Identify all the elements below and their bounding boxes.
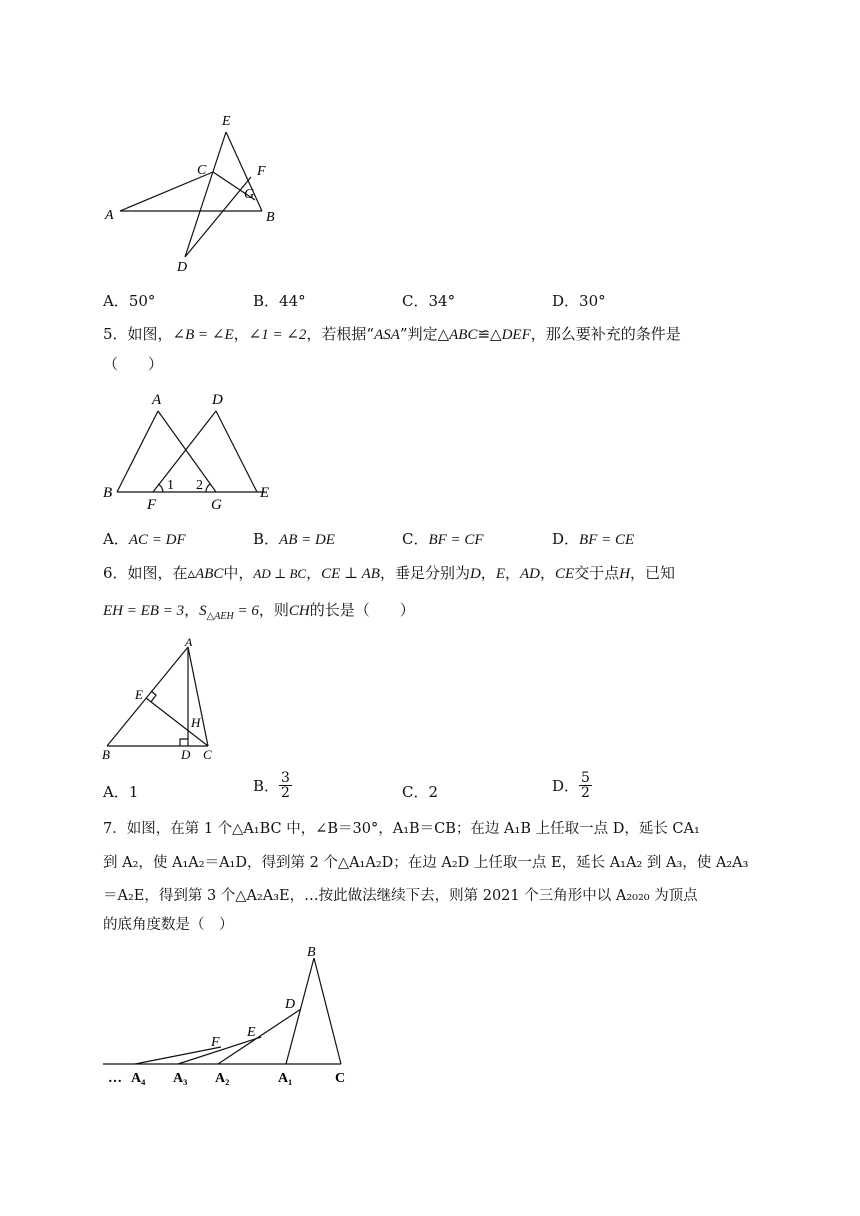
- option-value: 1: [128, 783, 139, 801]
- q6-expr: D: [469, 566, 481, 582]
- label-D: D: [177, 260, 188, 275]
- option-expr: BF = CF: [428, 532, 484, 548]
- option-letter: B．: [253, 777, 280, 795]
- label-F: F: [211, 1035, 220, 1050]
- q6-text: ，: [540, 564, 556, 582]
- q5-text: ，: [233, 325, 249, 343]
- q5-text: ，那么要补充的条件是: [530, 325, 681, 343]
- fraction-denominator: 2: [581, 785, 590, 801]
- q6-text: 交于点: [574, 564, 620, 582]
- label-A3: A₃: [173, 1071, 188, 1086]
- option-expr: AC = DF: [128, 532, 186, 548]
- label-A: A: [152, 392, 162, 408]
- q7-question-line1: 7．如图，在第 1 个△A₁BC 中，∠B＝30°，A₁B＝CB；在边 A₁B 上任取一点 D，延长 CA₁: [103, 821, 700, 837]
- option-expr: AB = DE: [279, 532, 335, 548]
- q5-expr: ∠B = ∠E: [172, 327, 234, 343]
- q6-expr: E: [495, 566, 505, 582]
- q5-expr: ∠1 = ∠2: [248, 327, 307, 343]
- label-A2: A₂: [215, 1071, 230, 1086]
- q7-question-line3: ＝A₂E，得到第 3 个△A₂A₃E，…按此做法继续下去，则第 2021 个三角形中以 A₂₀₂₀ 为顶点: [103, 888, 698, 904]
- option-value: 2: [428, 783, 439, 801]
- q6-text: ，: [480, 564, 496, 582]
- figure-q7: [95, 940, 365, 1090]
- q6-expr: AD: [520, 566, 540, 582]
- q5-text: 5．如图，: [103, 325, 173, 343]
- label-F: F: [147, 497, 157, 513]
- option-letter: C．: [402, 530, 429, 548]
- fraction-denominator: 2: [281, 785, 290, 801]
- q6-question-line2: [103, 599, 415, 628]
- label-B: B: [307, 945, 316, 960]
- q6-expr: CE ⊥ AB: [321, 566, 380, 582]
- q5-option-c[interactable]: [402, 528, 484, 549]
- label-A1: A₁: [278, 1071, 293, 1086]
- fraction-numerator: 5: [581, 770, 590, 786]
- q6-expr: CH: [288, 603, 310, 619]
- q6-text: ，: [504, 564, 520, 582]
- q5-option-a[interactable]: [103, 528, 186, 549]
- q5-expr: ASA: [374, 327, 400, 343]
- label-C: C: [197, 163, 207, 178]
- label-E: E: [247, 1025, 256, 1040]
- q6-expr: ▵ABC: [187, 566, 224, 582]
- label-A4: A₄: [131, 1071, 146, 1086]
- q6-option-b[interactable]: [253, 771, 292, 800]
- q5-option-d[interactable]: [552, 528, 634, 549]
- option-letter: C．: [402, 783, 429, 801]
- q5-expr: DEF: [501, 327, 531, 343]
- figure-q6: [95, 632, 235, 767]
- q6-expr: H: [619, 566, 631, 582]
- label-H: H: [191, 715, 201, 730]
- option-letter: B．: [253, 530, 280, 548]
- q6-question-line1: [103, 562, 675, 585]
- q4-option-b[interactable]: B．44°: [253, 292, 306, 310]
- q7-question-line2: 到 A₂，使 A₁A₂＝A₁D，得到第 2 个△A₁A₂D；在边 A₂D 上任取一点 E，延长 A₁A₂ 到 A₃，使 A₂A₃: [103, 855, 749, 871]
- q6-text: 中，: [223, 564, 254, 582]
- fraction-numerator: 3: [281, 770, 290, 786]
- label-B: B: [102, 747, 110, 762]
- q5-question-line2: （ ）: [103, 355, 164, 373]
- label-D: D: [285, 997, 296, 1012]
- q6-text: ，已知: [630, 564, 676, 582]
- label-G: G: [211, 497, 222, 513]
- q4-option-c[interactable]: C．34°: [402, 292, 456, 310]
- q6-text: ，: [184, 601, 200, 619]
- label-A: A: [105, 208, 114, 223]
- q6-expr: AD ⊥ BC: [253, 566, 307, 581]
- option-letter: D．: [552, 777, 580, 795]
- q5-text: ≌△: [477, 325, 502, 343]
- q4-option-d[interactable]: D．30°: [552, 292, 606, 310]
- q5-text: ”判定△: [399, 325, 450, 343]
- q6-expr: S: [199, 603, 207, 619]
- q6-text: ，垂足分别为: [379, 564, 470, 582]
- label-B: B: [266, 210, 275, 225]
- q6-expr: CE: [555, 566, 575, 582]
- label-C: C: [335, 1071, 346, 1086]
- fraction: [279, 771, 292, 800]
- option-letter: A．: [103, 783, 129, 801]
- q5-option-b[interactable]: [253, 528, 335, 549]
- q6-expr: △AEH: [206, 611, 234, 622]
- q6-option-c[interactable]: [402, 781, 438, 802]
- figure-q4: [95, 105, 295, 280]
- q6-expr: = 6: [233, 603, 259, 619]
- label-B: B: [103, 485, 113, 501]
- q6-expr: EH = EB = 3: [103, 603, 185, 619]
- label-E: E: [260, 485, 270, 501]
- label-F: F: [257, 164, 266, 179]
- q6-text: ，则: [258, 601, 289, 619]
- q5-question-line1: [103, 323, 681, 346]
- q6-option-d[interactable]: [552, 771, 592, 800]
- q5-text: ，若根据“: [306, 325, 375, 343]
- label-ellipsis: …: [108, 1071, 122, 1086]
- label-G: G: [244, 187, 255, 202]
- q4-option-a[interactable]: A．50°: [103, 292, 156, 310]
- label-A: A: [185, 635, 193, 649]
- fraction: [579, 771, 592, 800]
- figure-q5: [95, 385, 295, 515]
- label-2: 2: [196, 478, 203, 493]
- label-E: E: [135, 687, 143, 702]
- q5-expr: ABC: [449, 327, 478, 343]
- label-C: C: [203, 747, 212, 762]
- label-E: E: [222, 114, 231, 129]
- q6-text: 的长是（ ）: [309, 601, 415, 619]
- q6-text: 6．如图，在: [103, 564, 188, 582]
- option-letter: D．: [552, 530, 580, 548]
- option-expr: BF = CE: [579, 532, 635, 548]
- option-letter: A．: [103, 530, 129, 548]
- q6-option-a[interactable]: [103, 781, 138, 802]
- label-D: D: [212, 392, 223, 408]
- label-D: D: [181, 747, 191, 762]
- q7-question-line4: 的底角度数是（ ）: [103, 917, 234, 933]
- label-1: 1: [167, 478, 174, 493]
- q6-text: ，: [306, 564, 322, 582]
